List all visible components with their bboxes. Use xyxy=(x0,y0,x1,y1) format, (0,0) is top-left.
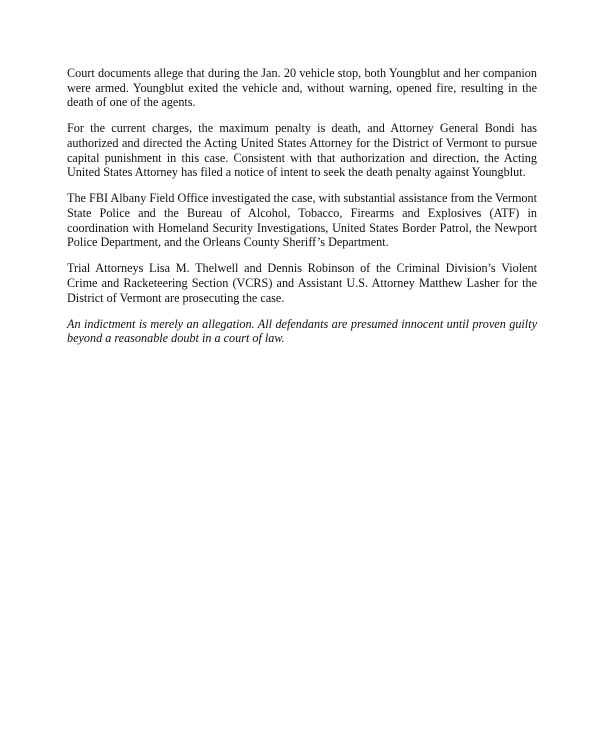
paragraph-investigation: The FBI Albany Field Office investigated the case, with substantial assistance from the Vermont State Police and the Bureau of Alcohol, Tobacco, Firearms and Explosives (ATF) in coordination with Homeland Security Investigations, United States Border Patrol, the Newport Police Department, and the Orleans County Sheriff’s Department. xyxy=(67,191,537,250)
paragraph-penalty: For the current charges, the maximum penalty is death, and Attorney General Bondi has authorized and directed the Acting United States Attorney for the District of Vermont to pursue capital punishment in this case. Consistent with that authorization and direction, the Acting United States Attorney has filed a notice of intent to seek the death penalty against Youngblut. xyxy=(67,121,537,180)
paragraph-prosecutors: Trial Attorneys Lisa M. Thelwell and Dennis Robinson of the Criminal Division’s Violent Crime and Racketeering Section (VCRS) and Assistant U.S. Attorney Matthew Lasher for the District of Vermont are prosecuting the case. xyxy=(67,261,537,305)
paragraph-disclaimer: An indictment is merely an allegation. All defendants are presumed innocent until proven guilty beyond a reasonable doubt in a court of law. xyxy=(67,316,537,346)
document-body xyxy=(67,66,537,357)
paragraph-incident: Court documents allege that during the Jan. 20 vehicle stop, both Youngblut and her companion were armed. Youngblut exited the vehicle and, without warning, opened fire, resulting in the death of one of the agents. xyxy=(67,66,537,110)
